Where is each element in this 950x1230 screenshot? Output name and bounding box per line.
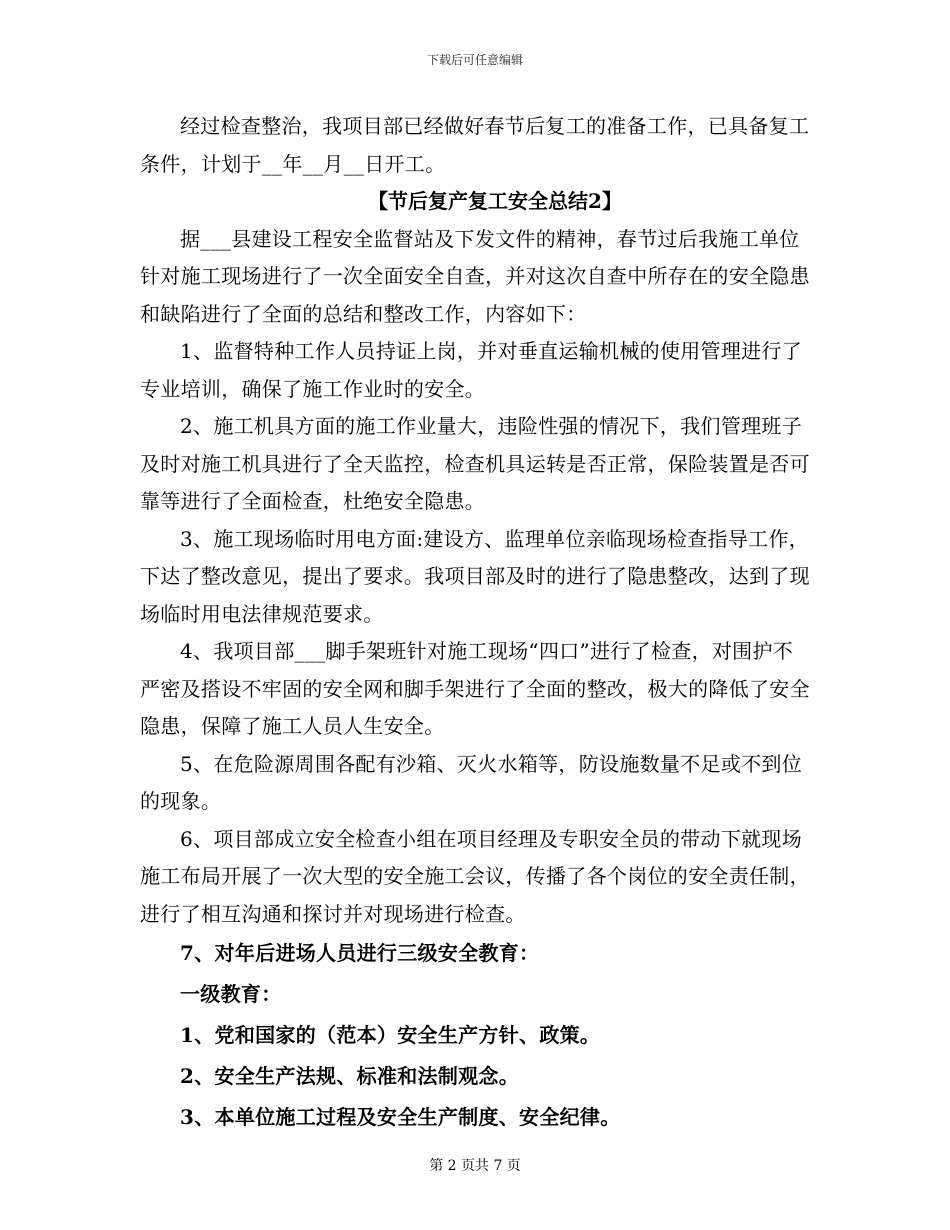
page-header: 下载后可任意编辑 [426,53,523,67]
list-item-4: 4、我项目部___脚手架班针对施工现场“四口”进行了检查，对围护不严密及搭设不牢固的安全网和脚手架进行了全面的整改，极大的降低了安全隐患，保障了施工人员人生安全。 [140,639,810,738]
education-item-3: 3、本单位施工过程及安全生产制度、安全纪律。 [180,1105,621,1129]
education-item-2: 2、安全生产法规、标准和法制观念。 [180,1064,520,1088]
list-item-5: 5、在危险源周围各配有沙箱、灭火水箱等，防设施数量不足或不到位的现象。 [140,751,803,813]
level-one-heading: 一级教育： [180,982,282,1006]
education-item-1: 1、党和国家的（范本）安全生产方针、政策。 [180,1023,601,1047]
list-item-1: 1、监督特种工作人员持证上岗，并对垂直运输机械的使用管理进行了专业培训，确保了施工作业时的安全。 [140,339,803,401]
intro-paragraph: 经过检查整治，我项目部已经做好春节后复工的准备工作，已具备复工条件，计划于__年__月__日开工。 [140,114,810,176]
list-item-2: 2、施工机具方面的施工作业量大，违险性强的情况下，我们管理班子及时对施工机具进行了全天监控，检查机具运转是否正常，保险装置是否可靠等进行了全面检查，杜绝安全隐患。 [140,414,810,513]
list-item-6: 6、项目部成立安全检查小组在项目经理及专职安全员的带动下就现场施工布局开展了一次大型的安全施工会议，传播了各个岗位的安全责任制，进行了相互沟通和探讨并对现场进行检查。 [140,826,810,926]
page-footer: 第 2 页共 7 页 [429,1158,521,1174]
list-item-7: 7、对年后进场人员进行三级安全教育： [180,941,540,965]
paragraph-overview: 据___县建设工程安全监督站及下发文件的精神，春节过后我施工单位针对施工现场进行了一次全面安全自查，并对这次自查中所存在的安全隐患和缺陷进行了全面的总结和整改工作，内容如下： [140,226,810,326]
list-item-3: 3、施工现场临时用电方面:建设方、监理单位亲临现场检查指导工作，下达了整改意见，提出了要求。我项目部及时的进行了隐患整改，达到了现场临时用电法律规范要求。 [140,526,810,626]
section-title: 【节后复产复工安全总结2】 [368,189,622,213]
document-body [140,108,810,1138]
